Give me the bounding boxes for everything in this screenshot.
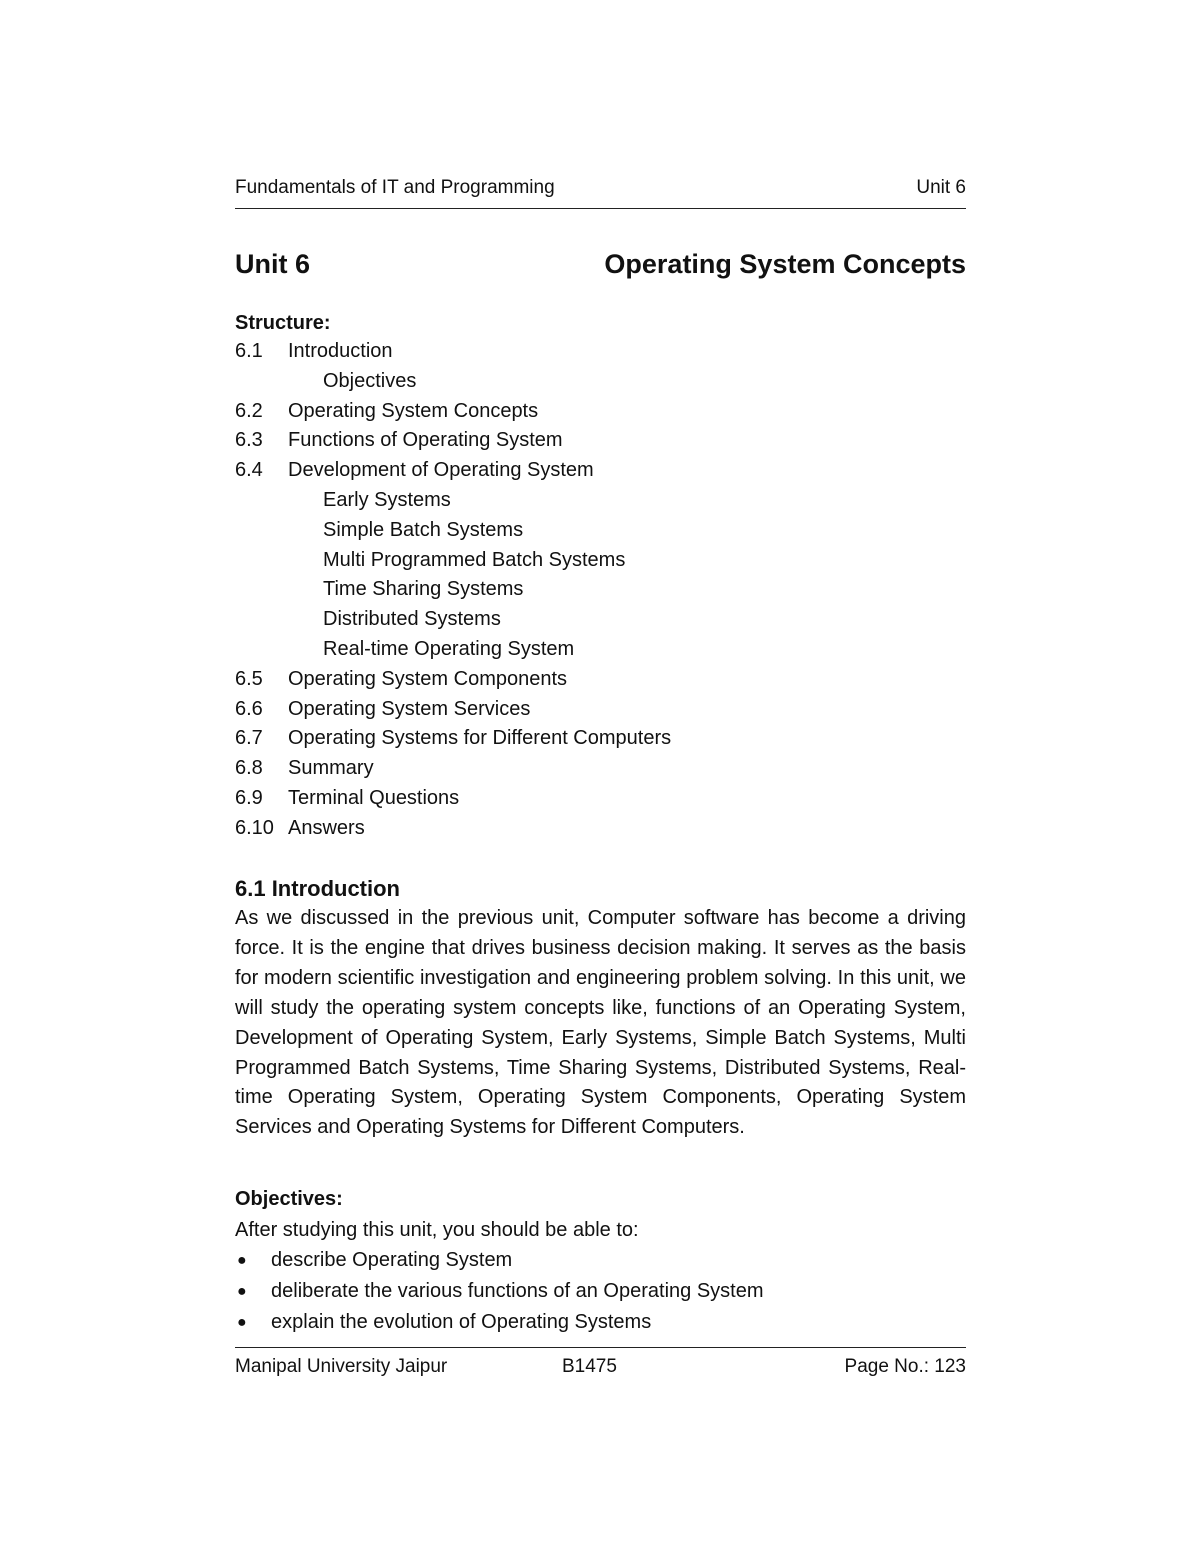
toc-subitem bbox=[235, 367, 966, 397]
introduction-paragraph: As we discussed in the previous unit, Computer software has become a driving force. It is the engine that drives business decision making. It serves as the basis for modern scientific investigation and engineering problem solving. In this unit, we will study the operating system concepts like, functions of an Operating System, Development of Operating System, Early Systems, Simple Batch Systems, Multi Programmed Batch Systems, Time Sharing Systems, Distributed Systems, Real-time Operating System, Operating System Components, Operating System Services and Operating Systems for Different Computers. bbox=[235, 907, 966, 1139]
toc-item bbox=[235, 754, 966, 784]
toc-item-label: Real-time Operating System bbox=[323, 637, 575, 660]
toc-item-number: 6.1 bbox=[235, 340, 263, 362]
list-item bbox=[235, 1276, 966, 1307]
toc-item-label: Answers bbox=[288, 816, 365, 839]
toc-item-number: 6.3 bbox=[235, 429, 263, 452]
toc-item-label: Time Sharing Systems bbox=[323, 578, 524, 601]
toc-item-number: 6.2 bbox=[235, 399, 263, 422]
toc-subitem bbox=[235, 546, 966, 576]
toc-item-number: 6.10 bbox=[235, 816, 274, 839]
footer-page-number: Page No.: 123 bbox=[844, 1356, 966, 1377]
toc-item bbox=[235, 397, 966, 427]
document-page bbox=[235, 0, 966, 1553]
toc-item bbox=[235, 337, 966, 367]
toc-item-label: Introduction bbox=[288, 340, 393, 362]
toc-item bbox=[235, 456, 966, 486]
toc-item bbox=[235, 814, 966, 844]
toc-item bbox=[235, 426, 966, 456]
toc-item-number: 6.7 bbox=[235, 727, 263, 750]
toc-item-label: Terminal Questions bbox=[288, 786, 460, 809]
toc-item-number: 6.8 bbox=[235, 757, 263, 780]
objectives-heading: Objectives: bbox=[235, 1188, 343, 1210]
footer-divider bbox=[235, 1347, 966, 1348]
toc-item-label: Distributed Systems bbox=[323, 608, 501, 631]
toc-item-label: Operating Systems for Different Computers bbox=[288, 727, 672, 750]
toc-item-label: Summary bbox=[288, 757, 374, 780]
footer-course-code: B1475 bbox=[562, 1356, 617, 1377]
toc-item bbox=[235, 665, 966, 695]
objective-text: deliberate the various functions of an Operating System bbox=[271, 1280, 764, 1302]
unit-name: Operating System Concepts bbox=[604, 249, 966, 279]
list-item bbox=[235, 1245, 966, 1276]
toc-item-label: Operating System Services bbox=[288, 697, 531, 720]
footer-institution: Manipal University Jaipur bbox=[235, 1356, 448, 1377]
objectives-intro: After studying this unit, you should be able to: bbox=[235, 1219, 639, 1241]
objective-text: describe Operating System bbox=[271, 1249, 513, 1271]
running-footer bbox=[235, 1354, 966, 1380]
list-item bbox=[235, 1307, 966, 1338]
bullet-icon: ● bbox=[237, 1314, 247, 1331]
toc-subitem bbox=[235, 635, 966, 665]
toc-item bbox=[235, 724, 966, 754]
toc-item bbox=[235, 784, 966, 814]
toc-item-label: Operating System Components bbox=[288, 667, 568, 690]
running-header bbox=[235, 176, 966, 209]
toc-subitem bbox=[235, 605, 966, 635]
toc-item-label: Simple Batch Systems bbox=[323, 518, 524, 541]
toc-item-number: 6.9 bbox=[235, 786, 263, 809]
bullet-icon: ● bbox=[237, 1252, 247, 1269]
unit-number: Unit 6 bbox=[235, 249, 311, 279]
structure-list bbox=[235, 337, 966, 844]
header-unit-label: Unit 6 bbox=[916, 177, 966, 198]
toc-subitem bbox=[235, 575, 966, 605]
bullet-icon: ● bbox=[237, 1283, 247, 1300]
objective-text: explain the evolution of Operating Systems bbox=[271, 1311, 652, 1333]
toc-item-label: Multi Programmed Batch Systems bbox=[323, 548, 626, 571]
toc-item-number: 6.4 bbox=[235, 459, 263, 482]
toc-item-label: Functions of Operating System bbox=[288, 429, 563, 452]
structure-heading: Structure: bbox=[235, 312, 331, 334]
toc-item bbox=[235, 695, 966, 725]
toc-subitem bbox=[235, 516, 966, 546]
toc-item-label: Development of Operating System bbox=[288, 459, 594, 482]
toc-item-number: 6.5 bbox=[235, 667, 263, 690]
unit-title bbox=[235, 246, 966, 282]
toc-item-number: 6.6 bbox=[235, 697, 263, 720]
toc-item-label: Early Systems bbox=[323, 488, 451, 511]
toc-item-label: Objectives bbox=[323, 369, 417, 392]
header-book-title: Fundamentals of IT and Programming bbox=[235, 177, 555, 198]
toc-subitem bbox=[235, 486, 966, 516]
toc-item-label: Operating System Concepts bbox=[288, 399, 539, 422]
introduction-heading: 6.1 Introduction bbox=[235, 876, 400, 901]
objectives-list bbox=[235, 1245, 966, 1338]
